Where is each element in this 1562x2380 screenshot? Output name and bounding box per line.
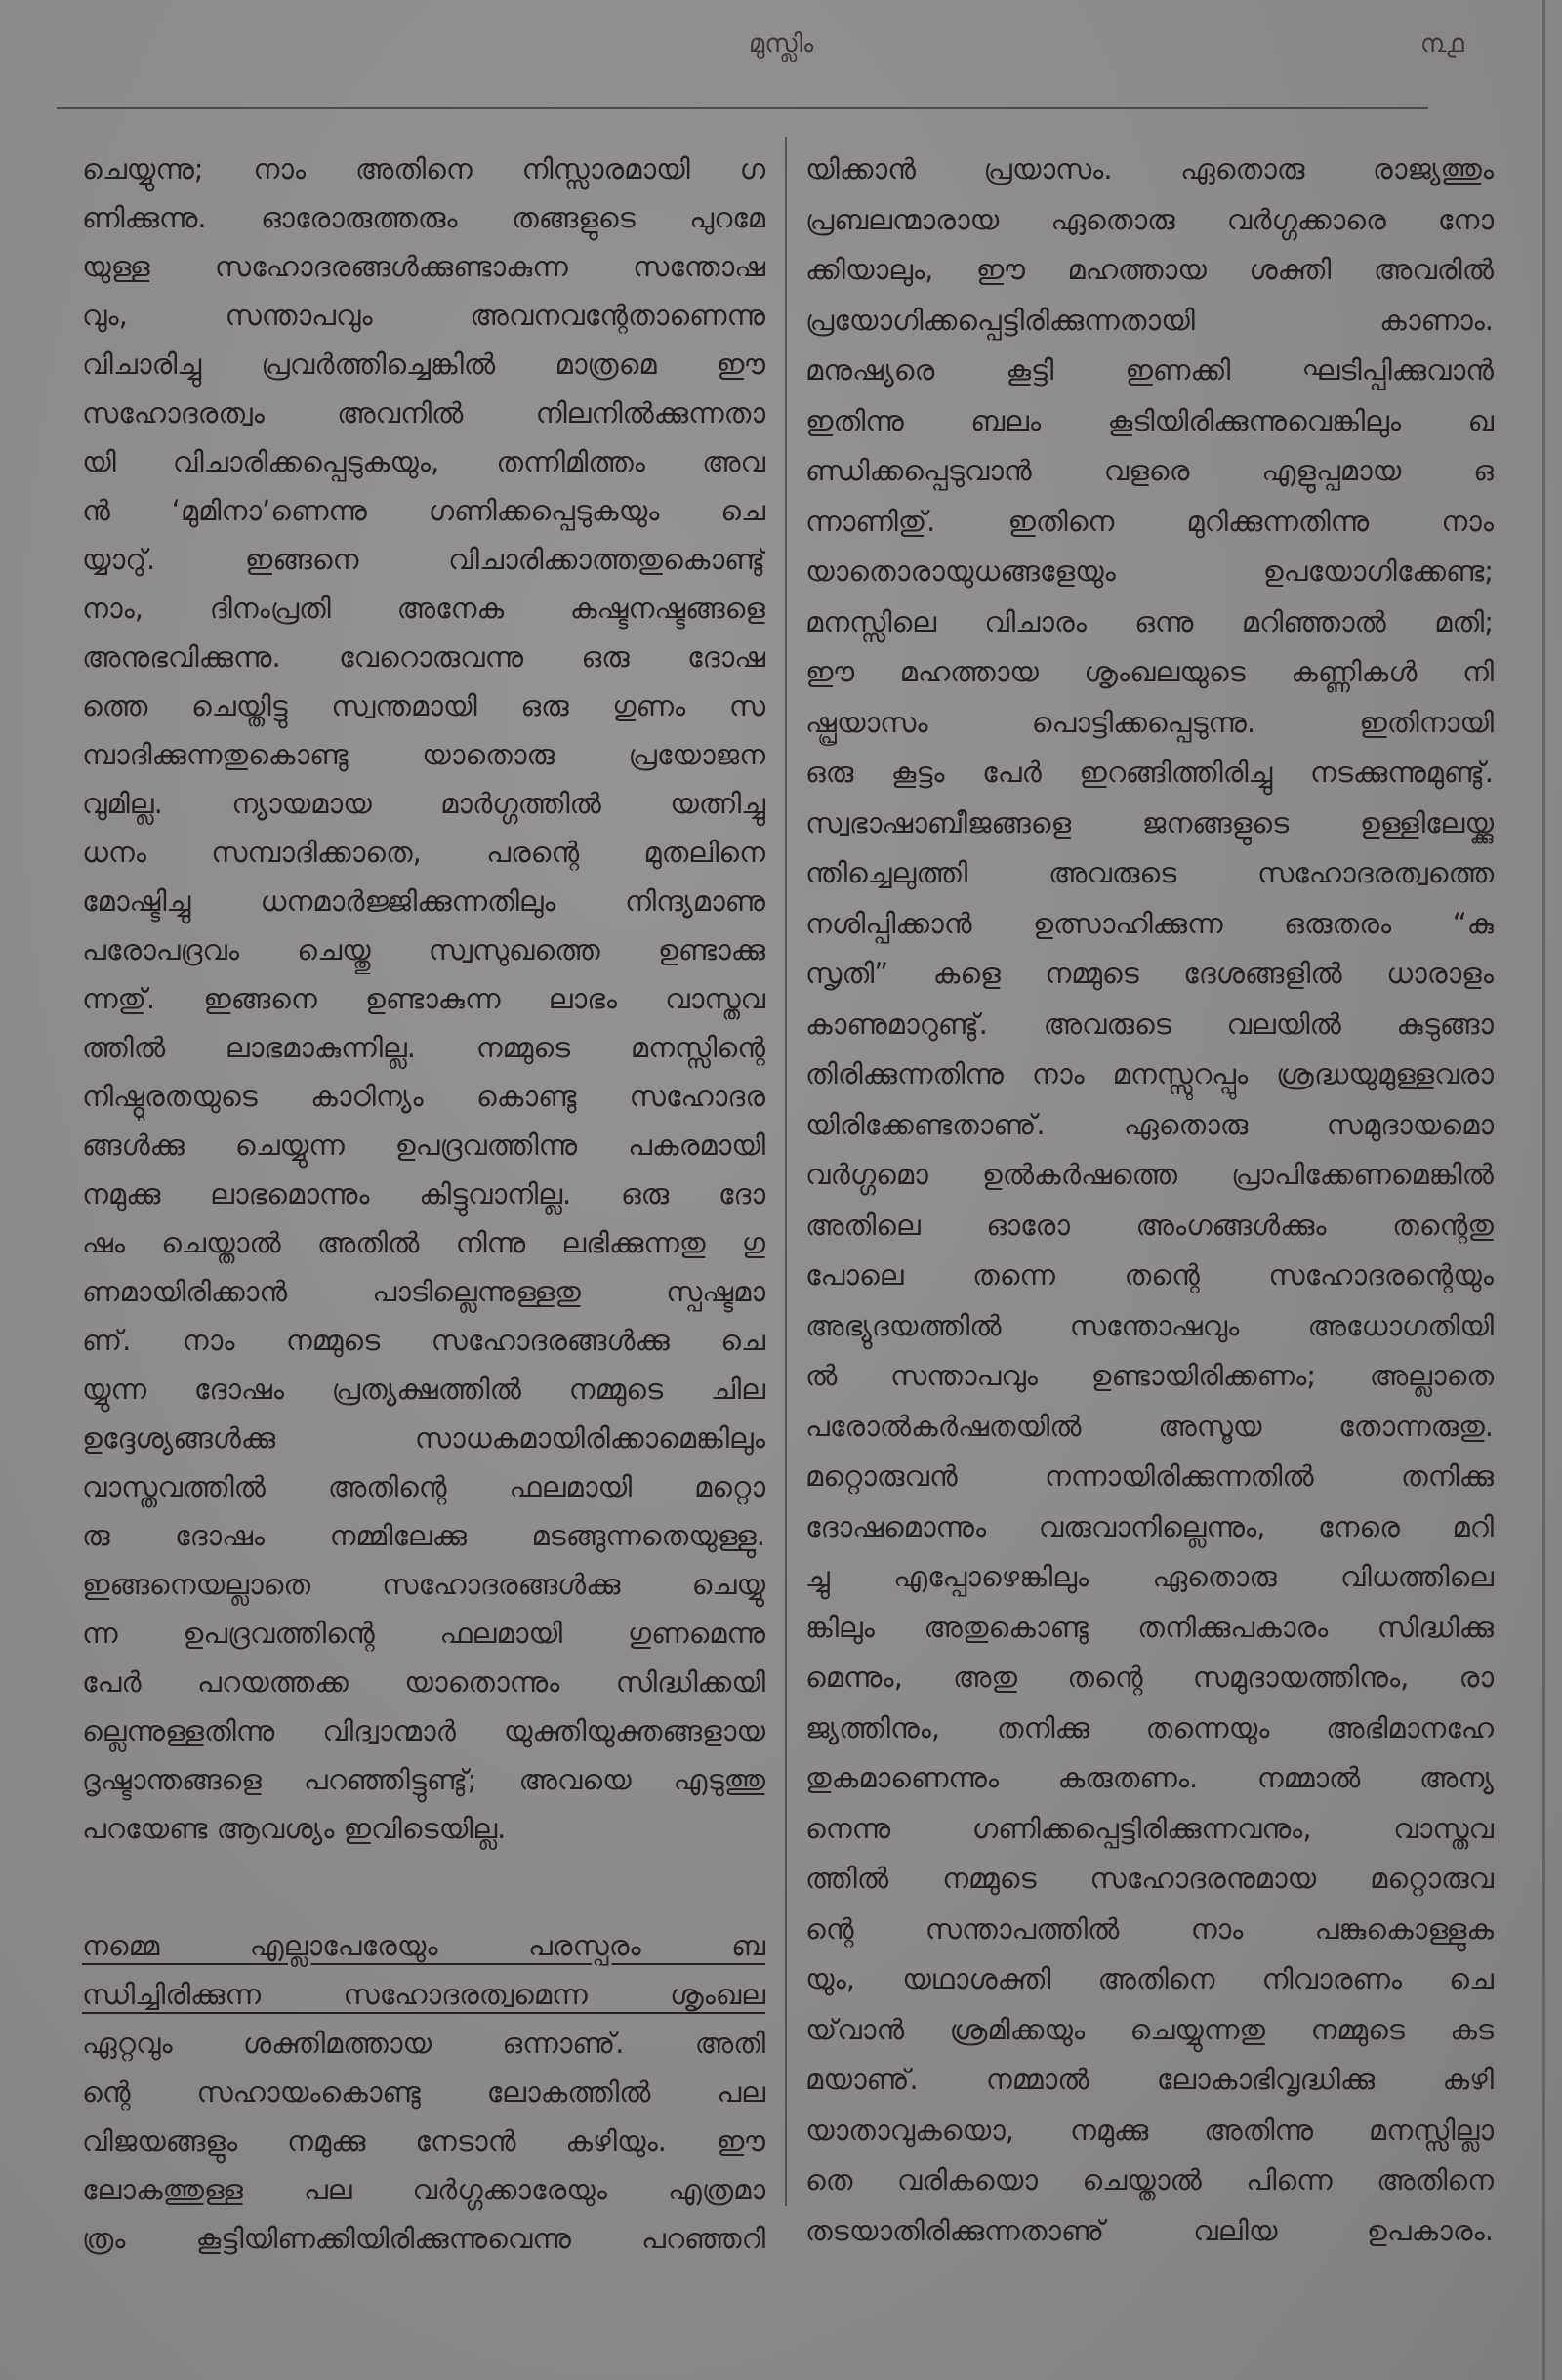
text-line xyxy=(805,547,1494,597)
text-line xyxy=(805,296,1494,347)
text-line xyxy=(82,144,765,193)
text-line-content: ൽ സന്താപവും ഉണ്ടായിരിക്കണം; അല്ലാതെ xyxy=(805,1359,1494,1392)
text-line xyxy=(82,1706,765,1755)
text-line xyxy=(82,730,765,779)
text-line xyxy=(82,1414,765,1462)
text-line-content: ന്നാണിതു്. ഇതിനെ മുറിക്കുന്നതിന്നു നാം xyxy=(805,504,1494,538)
text-line-content: മനുഷ്യരെ കൂട്ടി ഇണക്കി ഘടിപ്പിക്കുവാൻ xyxy=(805,353,1494,387)
text-line-content: യാതാവുകയൊ, നമുക്കു അതിന്നു മനസ്സില്ലാ xyxy=(805,2113,1494,2147)
text-line xyxy=(82,1755,765,1804)
text-line-content: പരോപദ്രവം ചെയ്തു സ്വസുഖത്തെ ഉണ്ടാക്കു xyxy=(82,933,765,966)
text-line xyxy=(82,2165,765,2214)
text-line xyxy=(805,1351,1494,1402)
text-line-content: ഇതിന്നു ബലം കൂടിയിരിക്കുന്നുവെങ്കിലും ഖ xyxy=(805,403,1494,437)
text-line xyxy=(805,1251,1494,1301)
text-line-content: ഏറ്റവും ശക്തിമത്തായ ഒന്നാണു്. അതി xyxy=(82,2027,765,2060)
text-line xyxy=(805,1000,1494,1050)
text-line-content: ഒരു കൂട്ടം പേർ ഇറങ്ങിത്തിരിച്ചു നടക്കുന്നുമുണ്ടു്. xyxy=(805,756,1494,789)
text-line-content: യിരിക്കേണ്ടതാണു്. ഏതൊരു സമുദായമൊ xyxy=(805,1107,1494,1141)
text-line-content: യും, യഥാശക്തി അതിനെ നിവാരണം ചെ xyxy=(805,1962,1494,1995)
text-line xyxy=(805,1905,1494,1955)
text-line-content: ങ്ങൾക്കു ചെയ്യുന്ന ഉപദ്രവത്തിന്നു പകരമായി xyxy=(82,1128,765,1162)
text-line-content: നമ്മെ എല്ലാപേരേയും പരസ്പരം ബ xyxy=(82,1929,765,1962)
text-line xyxy=(82,877,765,925)
text-line xyxy=(82,1316,765,1365)
text-line xyxy=(82,584,765,633)
text-line xyxy=(805,698,1494,749)
text-line xyxy=(805,144,1494,195)
left-column xyxy=(82,144,765,2263)
text-line xyxy=(82,974,765,1023)
text-line xyxy=(82,1560,765,1609)
text-line-content: കാണുമാറുണ്ടു്. അവരുടെ വലയിൽ കുടുങ്ങാ xyxy=(805,1006,1494,1041)
text-line xyxy=(805,1502,1494,1553)
text-line-content: ഇങ്ങനെയല്ലാതെ സഹോദരങ്ങൾക്കു ചെയ്യു xyxy=(82,1568,765,1601)
text-line xyxy=(82,1365,765,1414)
text-line xyxy=(82,681,765,730)
text-line-content: തുകമാണെന്നും കരുതണം. നമ്മാൽ അന്യ xyxy=(805,1761,1494,1794)
text-line xyxy=(805,748,1494,799)
text-line-content: ണ്. നാം നമ്മുടെ സഹോദരങ്ങൾക്കു ചെ xyxy=(82,1324,765,1357)
running-title: മുസ്ലിം xyxy=(748,29,814,59)
text-line-content: ന്നതു്. ഇങ്ങനെ ഉണ്ടാകുന്ന ലാഭം വാസ്തവ xyxy=(82,982,765,1015)
text-line xyxy=(82,1121,765,1169)
text-line-content: അനുഭവിക്കുന്നു. വേറൊരുവന്നു ഒരു ദോഷ xyxy=(82,640,765,674)
text-line-content: ന്തിച്ചെലുത്തി അവരുടെ സഹോദരത്വത്തെ xyxy=(805,856,1494,889)
text-line-content: പ്രബലന്മാരായ ഏതൊരു വർഗ്ഗക്കാരെ നോ xyxy=(805,202,1494,236)
text-line-content: ണമായിരിക്കാൻ പാടില്ലെന്നുള്ളതു സ്പഷ്ടമാ xyxy=(82,1275,765,1308)
text-line-content: മ്പാദിക്കുന്നതുകൊണ്ടു യാതൊരു പ്രയോജന xyxy=(82,738,765,771)
text-line-content: ണ്ഡിക്കപ്പെടുവാൻ വളരെ എളുപ്പമായ ഒ xyxy=(805,454,1494,487)
text-line xyxy=(82,1804,765,1853)
text-line xyxy=(805,1753,1494,1804)
text-line xyxy=(805,396,1494,447)
text-line-content: നിഷ്ഠുരതയുടെ കാഠിന്യം കൊണ്ടു സഹോദര xyxy=(82,1080,765,1113)
text-line-content: യിക്കാൻ പ്രയാസം. ഏതൊരു രാജ്യത്തും xyxy=(805,152,1494,185)
header-rule xyxy=(57,107,1428,109)
text-line xyxy=(82,437,765,486)
text-line-content: മോഷ്ടിച്ചു ധനമാർജ്ജിക്കുന്നതിലും നിന്ദ്യമാണു xyxy=(82,884,765,918)
text-line xyxy=(82,535,765,584)
text-line-content: ചെയ്യുന്നു; നാം അതിനെ നിസ്സാരമായി ഗ xyxy=(82,152,765,185)
text-line-content: ച്ചു എപ്പോഴെങ്കിലും ഏതൊരു വിധത്തിലെ xyxy=(805,1560,1494,1593)
text-line xyxy=(805,2206,1494,2257)
text-line xyxy=(805,647,1494,698)
text-line xyxy=(805,1452,1494,1502)
text-line-content: മറ്റൊരുവൻ നന്നായിരിക്കുന്നതിൽ തനിക്കു xyxy=(805,1459,1494,1493)
text-line-content: ന്റെ സന്താപത്തിൽ നാം പങ്കുകൊള്ളുക xyxy=(805,1911,1494,1946)
text-line-content: പ്രയോഗിക്കപ്പെട്ടിരിക്കുന്നതായി കാണാം. xyxy=(805,303,1494,337)
text-line xyxy=(805,195,1494,246)
text-line xyxy=(82,1970,765,2019)
page-number: ൩൧ xyxy=(1420,29,1464,59)
text-line xyxy=(82,486,765,535)
text-line-content: മനസ്സിലെ വിചാരം ഒന്നു മറിഞ്ഞാൽ മതി; xyxy=(805,604,1494,638)
text-line xyxy=(82,389,765,437)
text-line-content: ഉദ്ദേശ്യങ്ങൾക്കു സാധകമായിരിക്കാമെങ്കിലും xyxy=(82,1421,765,1455)
text-line-content: വിജയങ്ങളും നമുക്കു നേടാൻ കഴിയും. ഈ xyxy=(82,2124,765,2157)
right-column xyxy=(805,144,1494,2256)
text-line-content: പരോൽകർഷതയിൽ അസൂയ തോന്നരുതു. xyxy=(805,1409,1494,1443)
text-line-content: സൃതി” കളെ നമ്മുടെ ദേശങ്ങളിൽ ധാരാളം xyxy=(805,957,1494,990)
text-line-content: രു ദോഷം നമ്മിലേക്കു മടങ്ങുന്നതെയുള്ളു. xyxy=(82,1519,765,1552)
text-line-content: ഷം ചെയ്താൽ അതിൽ നിന്നു ലഭിക്കുന്നതു ഗു xyxy=(82,1226,765,1259)
text-line xyxy=(805,1049,1494,1100)
text-line-content: മയാണു്. നമ്മാൽ ലോകാഭിവൃദ്ധിക്കു കഴി xyxy=(805,2063,1494,2096)
text-line xyxy=(805,2155,1494,2206)
text-line xyxy=(82,2068,765,2116)
text-line-content: മെന്നും, അതു തന്റെ സമുദായത്തിനും, രാ xyxy=(805,1661,1494,1694)
text-line xyxy=(805,346,1494,396)
text-line-content: നെന്നു ഗണിക്കപ്പെട്ടിരിക്കുന്നവനും, വാസ്തവ xyxy=(805,1811,1494,1845)
paragraph-gap xyxy=(82,1853,765,1921)
text-line xyxy=(82,828,765,877)
text-line xyxy=(805,1552,1494,1603)
text-line-content: യ്‌വാൻ ശ്രമിക്കയും ചെയ്യുന്നതു നമ്മുടെ കട xyxy=(805,2012,1494,2046)
text-line-content: യുള്ള സഹോദരങ്ങൾക്കുണ്ടാകുന്ന സന്തോഷ xyxy=(82,250,765,283)
text-line xyxy=(805,2055,1494,2106)
text-line xyxy=(805,1854,1494,1905)
text-line-content: തെ വരികയൊ ചെയ്താൽ പിന്നെ അതിനെ xyxy=(805,2163,1494,2196)
text-line xyxy=(805,1703,1494,1754)
text-line-content: ധനം സമ്പാദിക്കാതെ, പരന്റെ മുതലിനെ xyxy=(82,836,765,869)
text-line xyxy=(82,291,765,340)
text-line xyxy=(82,1169,765,1218)
text-line-content: അഭ്യുദയത്തിൽ സന്തോഷവും അധോഗതിയി xyxy=(805,1308,1494,1342)
text-line xyxy=(82,779,765,828)
text-line-content: ഷ്പ്രയാസം പൊട്ടിക്കപ്പെടുന്നു. ഇതിനായി xyxy=(805,705,1494,739)
text-line xyxy=(82,1658,765,1706)
text-line-content: യ്യാറു്. ഇങ്ങനെ വിചാരിക്കാത്തതുകൊണ്ടു് xyxy=(82,543,765,576)
text-line xyxy=(805,1100,1494,1151)
text-line-content: പോലെ തന്നെ തന്റെ സഹോദരന്റെയും xyxy=(805,1258,1494,1292)
text-line xyxy=(805,1954,1494,2005)
text-line-content: ത്തിൽ ലാഭമാകുന്നില്ല. നമ്മുടെ മനസ്സിന്റെ xyxy=(82,1031,765,1064)
text-line xyxy=(805,597,1494,648)
text-line-content: ന്റെ സഹായംകൊണ്ടു ലോകത്തിൽ പല xyxy=(82,2075,765,2109)
text-line xyxy=(805,1653,1494,1703)
text-line xyxy=(82,1072,765,1121)
text-line-content: തിരിക്കുന്നതിന്നു നാം മനസ്സുറപ്പും ശ്രദ്ധയുമുള്ളവരാ xyxy=(805,1057,1494,1090)
text-line xyxy=(805,2005,1494,2056)
text-line-content: ത്തിൽ നമ്മുടെ സഹോദരനുമായ മറ്റൊരുവ xyxy=(805,1862,1494,1895)
text-line xyxy=(805,1301,1494,1352)
text-line-content: നമുക്കു ലാഭമൊന്നും കിട്ടുവാനില്ല. ഒരു ദോ xyxy=(82,1177,765,1211)
text-line-content: യ്യുന്ന ദോഷം പ്രത്യക്ഷത്തിൽ നമ്മുടെ ചില xyxy=(82,1373,765,1406)
text-line xyxy=(82,2116,765,2165)
text-line-content: ദൃഷ്ടാന്തങ്ങളെ പറഞ്ഞിട്ടുണ്ടു്; അവയെ എടുത്തു xyxy=(82,1763,765,1796)
text-line-content: സ്വഭാഷാബീജങ്ങളെ ജനങ്ങളുടെ ഉള്ളിലേയ്ക്കു xyxy=(805,805,1494,840)
text-line xyxy=(82,1921,765,1970)
text-line-content: ന്ധിച്ചിരിക്കുന്ന സഹോദരത്വമെന്ന ശൃംഖല xyxy=(82,1978,765,2011)
text-line xyxy=(82,2214,765,2263)
text-line xyxy=(82,1218,765,1267)
text-line-content: ണിക്കുന്നു. ഓരോരുത്തരും തങ്ങളുടെ പുറമേ xyxy=(82,201,765,234)
text-line-content: ലോകത്തുള്ള പല വർഗ്ഗക്കാരേയും എത്രമാ xyxy=(82,2173,765,2206)
text-line xyxy=(805,1201,1494,1252)
text-line xyxy=(805,1804,1494,1855)
text-line xyxy=(805,2106,1494,2156)
text-line-content: ൻ ‘മുമിനാ’ണെന്നു ഗണിക്കപ്പെടുകയും ചെ xyxy=(82,494,765,527)
text-line-content: നാം, ദിനംപ്രതി അനേക കഷ്ടനഷ്ടങ്ങളെ xyxy=(82,592,765,625)
text-line xyxy=(805,1603,1494,1654)
text-line-content: വുമില്ല. ന്യായമായ മാർഗ്ഗത്തിൽ യത്നിച്ചു xyxy=(82,787,765,820)
text-line-content: പറയേണ്ട ആവശ്യം ഇവിടെയില്ല. xyxy=(82,1812,507,1845)
text-line-content: ത്രം കൂട്ടിയിണക്കിയിരിക്കുന്നുവെന്നു പറഞ്ഞറി xyxy=(82,2222,765,2255)
text-line-content: പേർ പറയത്തക്ക യാതൊന്നും സിദ്ധിക്കയി xyxy=(82,1665,765,1699)
text-line xyxy=(82,633,765,681)
text-line-content: വും, സന്താപവും അവനവന്റേതാണെന്നു xyxy=(82,299,765,332)
text-line-content: ഈ മഹത്തായ ശൃംഖലയുടെ കണ്ണികൾ നി xyxy=(805,655,1494,688)
text-line-content: ക്കിയാലും, ഈ മഹത്തായ ശക്തി അവരിൽ xyxy=(805,253,1494,286)
text-line xyxy=(805,497,1494,548)
text-line xyxy=(82,925,765,974)
text-line xyxy=(805,1402,1494,1453)
text-line-content: അതിലെ ഓരോ അംഗങ്ങൾക്കും തന്റെതു xyxy=(805,1208,1494,1242)
text-line xyxy=(82,1511,765,1560)
text-line-content: തടയാതിരിക്കുന്നതാണു് വലിയ ഉപകാരം. xyxy=(805,2213,1494,2247)
text-line xyxy=(805,799,1494,849)
text-line-content: ത്തെ ചെയ്തിട്ടു സ്വന്തമായി ഒരു ഗുണം സ xyxy=(82,689,765,722)
text-line xyxy=(82,1462,765,1511)
text-line-content: വിചാരിച്ചു പ്രവർത്തിച്ചെങ്കിൽ മാത്രമെ ഈ xyxy=(82,348,765,381)
text-line-content: ജ്യത്തിനും, തനിക്കു തന്നെയും അഭിമാനഹേ xyxy=(805,1710,1494,1744)
column-divider xyxy=(785,137,787,2206)
text-line-content: യി വിചാരിക്കപ്പെടുകയും, തന്നിമിത്തം അവ xyxy=(82,445,765,478)
text-line-content: ദോഷമൊന്നും വരുവാനില്ലെന്നും, നേരെ മറി xyxy=(805,1509,1494,1543)
text-line-content: വർഗ്ഗമൊ ഉൽകർഷത്തെ പ്രാപിക്കേണമെങ്കിൽ xyxy=(805,1158,1494,1191)
text-line xyxy=(805,848,1494,899)
text-line xyxy=(805,899,1494,950)
text-line xyxy=(805,949,1494,1000)
text-line xyxy=(805,1150,1494,1201)
text-line-content: ന്ന ഉപദ്രവത്തിന്റെ ഫലമായി ഗുണമെന്നു xyxy=(82,1617,765,1650)
page-edge xyxy=(1542,0,1545,2380)
text-line xyxy=(82,1609,765,1658)
text-line xyxy=(82,193,765,242)
text-line-content: സഹോദരത്വം അവനിൽ നിലനിൽക്കുന്നതാ xyxy=(82,396,765,430)
text-line xyxy=(82,2019,765,2068)
text-line xyxy=(82,340,765,389)
text-line xyxy=(82,242,765,291)
text-line-content: ല്ലെന്നുള്ളതിന്നു വിദ്വാന്മാർ യുക്തിയുക്തങ്ങളായ xyxy=(82,1714,765,1747)
text-line xyxy=(82,1023,765,1072)
text-line xyxy=(82,1267,765,1316)
text-line-content: ങ്കിലും അതുകൊണ്ടു തനിക്കുപകാരം സിദ്ധിക്കു xyxy=(805,1610,1494,1644)
text-line-content: യാതൊരായുധങ്ങളേയും ഉപയോഗിക്കേണ്ട; xyxy=(805,554,1494,588)
text-line xyxy=(805,446,1494,497)
text-line-content: നശിപ്പിക്കാൻ ഉത്സാഹിക്കുന്ന ഒരുതരം “കു xyxy=(805,906,1494,940)
text-line xyxy=(805,245,1494,296)
text-line-content: വാസ്തവത്തിൽ അതിന്റെ ഫലമായി മറ്റൊ xyxy=(82,1470,765,1503)
